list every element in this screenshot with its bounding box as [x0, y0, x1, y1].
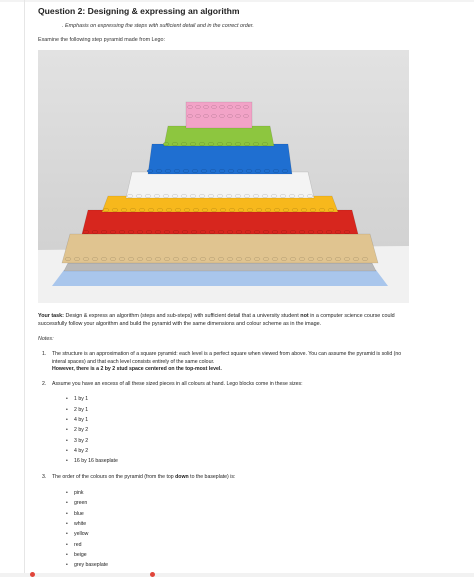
- lego-stud: [245, 257, 251, 260]
- lego-stud: [326, 257, 332, 260]
- lego-stud: [209, 257, 215, 260]
- lego-stud: [353, 257, 359, 260]
- lego-stud: [127, 194, 133, 197]
- grey-baseplate: [64, 263, 376, 271]
- lego-stud: [219, 105, 224, 108]
- lego-stud: [283, 208, 289, 211]
- lego-stud: [317, 257, 323, 260]
- lego-stud: [235, 105, 240, 108]
- page-marker-dot: [30, 572, 35, 577]
- lego-stud: [243, 105, 248, 108]
- lego-stud: [218, 230, 224, 233]
- lego-stud: [190, 142, 196, 145]
- lego-stud: [289, 194, 295, 197]
- lego-stud: [254, 257, 260, 260]
- lego-stud: [172, 194, 178, 197]
- lego-stud: [290, 257, 296, 260]
- list-item: • 3 by 2: [66, 436, 414, 446]
- lego-stud: [280, 194, 286, 197]
- lego-stud: [173, 257, 179, 260]
- lego-pyramid-photo: [38, 50, 409, 303]
- list-item: • 1 by 1: [66, 394, 414, 404]
- lego-stud: [139, 208, 145, 211]
- lego-stud: [326, 230, 332, 233]
- stud-space-note: However, there is a 2 by 2 stud space centered on the top-most level.: [52, 366, 222, 373]
- list-item: • 2 by 1: [66, 405, 414, 415]
- lego-stud: [281, 230, 287, 233]
- lego-stud: [83, 230, 89, 233]
- lego-stud: [227, 114, 232, 117]
- colour-order-list: [66, 488, 414, 570]
- lego-stud: [273, 169, 279, 172]
- list-item: • blue: [66, 509, 414, 519]
- lego-stud: [227, 230, 233, 233]
- lego-stud: [281, 257, 287, 260]
- lego-stud: [187, 105, 192, 108]
- lego-stud: [145, 194, 151, 197]
- lego-stud: [119, 257, 125, 260]
- bottom-scroll-bar[interactable]: [0, 573, 474, 577]
- lego-stud: [219, 169, 225, 172]
- lego-stud: [83, 257, 89, 260]
- lego-stud: [226, 142, 232, 145]
- lego-stud: [163, 142, 169, 145]
- list-item: • grey baseplate: [66, 560, 414, 570]
- lego-stud: [128, 257, 134, 260]
- lego-stud: [236, 257, 242, 260]
- lego-stud: [166, 208, 172, 211]
- lego-stud: [165, 169, 171, 172]
- lego-stud: [146, 230, 152, 233]
- list-item: 3. The order of the colours on the pyramid (from the top down to the baseplate) is: • pink • green • blue • white • yellow • red • beige • grey baseplate: [42, 474, 414, 570]
- lego-stud: [182, 230, 188, 233]
- down-emphasis: down: [175, 474, 189, 481]
- lego-stud: [92, 230, 98, 233]
- lego-stud: [226, 194, 232, 197]
- lego-stud: [163, 194, 169, 197]
- lego-stud: [317, 230, 323, 233]
- lego-stud: [245, 230, 251, 233]
- lego-stud: [236, 230, 242, 233]
- lego-stud: [110, 230, 116, 233]
- lego-stud: [128, 230, 134, 233]
- lego-stud: [199, 194, 205, 197]
- lego-stud: [219, 114, 224, 117]
- lego-stud: [217, 194, 223, 197]
- lego-stud: [195, 105, 200, 108]
- emphasis-note: . Emphasis on expressing the steps with sufficient detail and in the correct order.: [62, 23, 254, 29]
- lego-stud: [200, 257, 206, 260]
- lego-stud: [147, 169, 153, 172]
- lego-stud: [227, 257, 233, 260]
- lego-stud: [191, 230, 197, 233]
- lego-stud: [301, 208, 307, 211]
- lego-stud: [235, 114, 240, 117]
- list-item: 2. Assume you have an excess of all these sized pieces in all colours at hand. Lego blocks come in these sizes: • 1 by 1 • 2 by 1 • 4 by 1 • 2 by 2 • 3 by 2 • 4 by 2 • 16 by 16 baseplate: [42, 381, 414, 467]
- lego-stud: [362, 257, 368, 260]
- list-item: • 4 by 2: [66, 446, 414, 456]
- lego-stud: [112, 208, 118, 211]
- lego-stud: [208, 142, 214, 145]
- lego-stud: [148, 208, 154, 211]
- list-item: • 4 by 1: [66, 415, 414, 425]
- lego-stud: [173, 230, 179, 233]
- notes-label: Notes:: [38, 336, 54, 342]
- lego-stud: [156, 169, 162, 172]
- lego-stud: [130, 208, 136, 211]
- lego-stud: [203, 114, 208, 117]
- lego-stud: [65, 257, 71, 260]
- lego-stud: [308, 230, 314, 233]
- lego-stud: [292, 208, 298, 211]
- lego-stud: [335, 230, 341, 233]
- question-content: [38, 6, 448, 569]
- lego-stud: [229, 208, 235, 211]
- lego-stud: [121, 208, 127, 211]
- lego-stud: [274, 208, 280, 211]
- lego-stud: [195, 114, 200, 117]
- not-emphasis: not: [300, 313, 309, 319]
- lego-stud: [203, 105, 208, 108]
- lego-stud: [265, 208, 271, 211]
- lego-stud: [282, 169, 288, 172]
- list-item: • red: [66, 540, 414, 550]
- lego-stud: [181, 194, 187, 197]
- lego-stud: [137, 257, 143, 260]
- lego-stud: [155, 257, 161, 260]
- left-margin-line: [24, 0, 25, 577]
- question-title: Question 2: Designing & expressing an algorithm: [38, 6, 240, 16]
- lego-stud: [192, 169, 198, 172]
- notes-list: [42, 351, 414, 570]
- lego-stud: [101, 230, 107, 233]
- lego-stud: [101, 257, 107, 260]
- lego-stud: [74, 257, 80, 260]
- lego-stud: [210, 169, 216, 172]
- lego-stud: [172, 142, 178, 145]
- lego-stud: [271, 194, 277, 197]
- lego-stud: [299, 230, 305, 233]
- page-marker-dot: [150, 572, 155, 577]
- lego-stud: [183, 169, 189, 172]
- baseplate-edge: [52, 270, 388, 286]
- list-item: • beige: [66, 550, 414, 560]
- lego-stud: [262, 142, 268, 145]
- lego-stud: [211, 208, 217, 211]
- lego-stud: [182, 257, 188, 260]
- lego-stud: [253, 142, 259, 145]
- lego-stud: [103, 208, 109, 211]
- lego-stud: [335, 257, 341, 260]
- lego-stud: [217, 142, 223, 145]
- lego-stud: [247, 208, 253, 211]
- examine-text: Examine the following step pyramid made from Lego:: [38, 37, 166, 43]
- lego-stud: [136, 194, 142, 197]
- lego-stud: [164, 230, 170, 233]
- lego-stud: [201, 169, 207, 172]
- lego-stud: [272, 230, 278, 233]
- lego-stud: [200, 230, 206, 233]
- lego-stud: [110, 257, 116, 260]
- lego-stud: [272, 257, 278, 260]
- lego-stud: [307, 194, 313, 197]
- lego-stud: [157, 208, 163, 211]
- lego-stud: [209, 230, 215, 233]
- lego-stud: [190, 194, 196, 197]
- list-item: • pink: [66, 488, 414, 498]
- list-item: • white: [66, 519, 414, 529]
- lego-stud: [181, 142, 187, 145]
- lego-stud: [310, 208, 316, 211]
- list-item: 1. The structure is an approximation of a square pyramid: each level is a perfect square when viewed from above. You can assume the pyramid is solid (no interal spaces) and that each level consists entirely of the same colour. However, there is a 2 by 2 stud space centered on the top-most level.: [42, 351, 402, 373]
- lego-stud: [220, 208, 226, 211]
- lego-stud: [319, 208, 325, 211]
- list-item: • green: [66, 498, 414, 508]
- lego-stud: [208, 194, 214, 197]
- lego-stud: [344, 257, 350, 260]
- lego-stud: [290, 230, 296, 233]
- list-item: • 2 by 2: [66, 425, 414, 435]
- lego-stud: [328, 208, 334, 211]
- lego-stud: [264, 169, 270, 172]
- lego-stud: [202, 208, 208, 211]
- lego-stud: [262, 194, 268, 197]
- lego-stud: [254, 230, 260, 233]
- lego-pyramid-illustration: [38, 50, 409, 303]
- lego-stud: [228, 169, 234, 172]
- lego-stud: [164, 257, 170, 260]
- lego-stud: [298, 194, 304, 197]
- top-border: [0, 0, 474, 2]
- lego-stud: [191, 257, 197, 260]
- lego-stud: [235, 194, 241, 197]
- lego-stud: [244, 142, 250, 145]
- lego-stud: [137, 230, 143, 233]
- white-level: [126, 172, 314, 198]
- task-description: Your task: Design & express an algorithm (steps and sub-steps) with sufficient detail that a university student not in a computer science course could successfully follow your algorithm and build the pyramid with the same dimensions and colour scheme as in the image.: [38, 313, 395, 327]
- lego-stud: [211, 114, 216, 117]
- lego-stud: [253, 194, 259, 197]
- lego-stud: [246, 169, 252, 172]
- lego-stud: [237, 169, 243, 172]
- lego-stud: [299, 257, 305, 260]
- lego-stud: [155, 230, 161, 233]
- lego-stud: [256, 208, 262, 211]
- lego-stud: [119, 230, 125, 233]
- lego-stud: [92, 257, 98, 260]
- lego-stud: [243, 114, 248, 117]
- lego-stud: [174, 169, 180, 172]
- list-item: • 16 by 16 baseplate: [66, 456, 414, 466]
- lego-stud: [146, 257, 152, 260]
- lego-stud: [184, 208, 190, 211]
- lego-stud: [175, 208, 181, 211]
- lego-stud: [211, 105, 216, 108]
- lego-stud: [227, 105, 232, 108]
- lego-stud: [255, 169, 261, 172]
- lego-stud: [238, 208, 244, 211]
- lego-stud: [199, 142, 205, 145]
- list-item: • yellow: [66, 529, 414, 539]
- task-label: Your task:: [38, 313, 64, 319]
- lego-stud: [193, 208, 199, 211]
- lego-stud: [308, 257, 314, 260]
- lego-stud: [263, 257, 269, 260]
- lego-stud: [218, 257, 224, 260]
- lego-stud: [235, 142, 241, 145]
- lego-stud: [154, 194, 160, 197]
- lego-stud: [187, 114, 192, 117]
- lego-stud: [244, 194, 250, 197]
- lego-stud: [263, 230, 269, 233]
- block-sizes-list: [66, 394, 414, 466]
- lego-stud: [344, 230, 350, 233]
